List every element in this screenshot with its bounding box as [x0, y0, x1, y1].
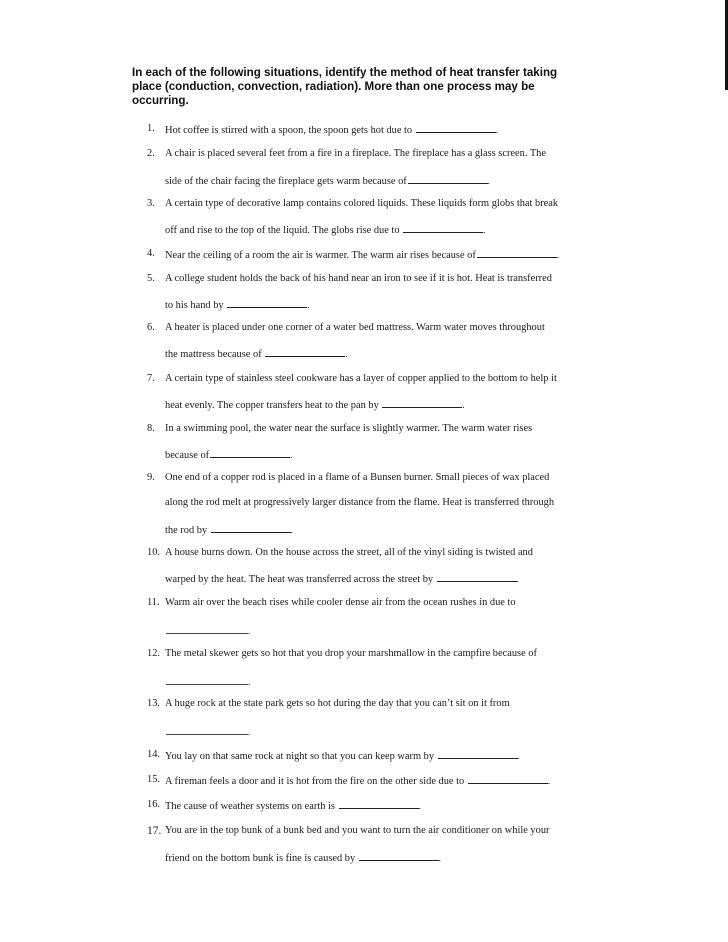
answer-blank-12[interactable]: [166, 675, 251, 687]
question-13-line-1: A huge rock at the state park gets so hot during the day that you can’t sit on it from: [165, 698, 510, 709]
question-1-line-1: [165, 123, 498, 137]
period: .: [556, 250, 560, 260]
question-text: A fireman feels a door and it is hot from the fire on the other side due to: [165, 776, 465, 787]
answer-blank-15[interactable]: [468, 774, 551, 786]
period: .: [248, 727, 251, 737]
question-5-line-1: A college student holds the back of his hand near an iron to see if it is hot. Heat is transferred: [165, 273, 552, 284]
question-11-line-1: Warm air over the beach rises while cooler dense air from the ocean rushes in due to: [165, 597, 516, 608]
question-7-number: 7.: [147, 373, 155, 384]
question-6-line-2: [165, 347, 348, 361]
question-text: to his hand by: [165, 300, 224, 311]
question-text: because of: [165, 450, 210, 461]
period: .: [547, 776, 551, 786]
question-17-line-2: [165, 851, 441, 865]
question-text: Near the ceiling of a room the air is warmer. The warm air rises because of: [165, 250, 476, 261]
question-12-number: 12.: [147, 648, 160, 659]
question-4-number: 4.: [147, 248, 155, 259]
question-14-number: 14.: [147, 749, 160, 760]
answer-blank-10[interactable]: [437, 572, 517, 582]
question-11-answer-line: [165, 624, 250, 638]
question-text: friend on the bottom bunk is fine is caused by: [165, 853, 356, 864]
question-9-line-3: [165, 523, 293, 537]
answer-blank-11[interactable]: [166, 624, 251, 636]
period: .: [517, 751, 520, 761]
question-3-line-2: [165, 223, 485, 237]
question-4-line-1: [165, 248, 559, 262]
question-5-number: 5.: [147, 273, 155, 284]
period: .: [345, 349, 348, 359]
question-15-number: 15.: [147, 774, 160, 785]
question-7-line-1: A certain type of stainless steel cookware has a layer of copper applied to the bottom to help it: [165, 373, 557, 384]
question-text: Hot coffee is stirred with a spoon, the spoon gets hot due to: [165, 125, 413, 136]
question-12-line-1: The metal skewer gets so hot that you drop your marshmallow in the campfire because of: [165, 648, 537, 659]
period: .: [462, 400, 465, 410]
question-6-line-1: A heater is placed under one corner of a water bed mattress. Warm water moves throughout: [165, 322, 545, 333]
period: .: [438, 853, 442, 863]
answer-blank-16[interactable]: [339, 799, 419, 809]
period: .: [516, 574, 519, 584]
question-12-answer-line: [165, 675, 250, 689]
question-text: the mattress because of: [165, 349, 262, 360]
period: .: [290, 525, 293, 535]
answer-blank-5[interactable]: [227, 298, 310, 310]
answer-blank-14[interactable]: [438, 749, 518, 759]
period: .: [248, 626, 251, 636]
answer-blank-7[interactable]: [382, 398, 465, 410]
question-9-line-1: One end of a copper rod is placed in a flame of a Bunsen burner. Small pieces of wax placed: [165, 472, 550, 483]
question-11-number: 11.: [147, 597, 160, 608]
question-text: You lay on that same rock at night so that you can keep warm by: [165, 751, 435, 762]
question-16-line-1: [165, 799, 421, 813]
question-1-number: 1.: [147, 123, 155, 134]
question-text: the rod by: [165, 525, 208, 536]
period: .: [483, 225, 486, 235]
question-10-number: 10.: [147, 547, 160, 558]
question-10-line-1: A house burns down. On the house across the street, all of the vinyl siding is twisted and: [165, 547, 533, 558]
answer-blank-17[interactable]: [359, 851, 442, 863]
period: .: [290, 450, 293, 460]
answer-blank-13[interactable]: [166, 725, 251, 737]
question-6-number: 6.: [147, 322, 155, 333]
question-10-line-2: [165, 572, 519, 586]
question-9-line-2: along the rod melt at progressively larger distance from the flame. Heat is transferred through: [165, 497, 555, 508]
answer-blank-6[interactable]: [265, 347, 348, 359]
question-text: heat evenly. The copper transfers heat to the pan by: [165, 400, 379, 411]
question-13-number: 13.: [147, 698, 160, 709]
answer-blank-4[interactable]: [477, 248, 560, 260]
question-text: The cause of weather systems on earth is: [165, 801, 335, 812]
question-17-number: 17.: [147, 825, 162, 837]
answer-blank-9[interactable]: [211, 523, 291, 533]
question-16-number: 16.: [147, 799, 160, 810]
question-7-line-2: [165, 398, 465, 412]
period: .: [487, 176, 491, 186]
period: .: [418, 801, 421, 811]
period: .: [307, 300, 310, 310]
question-text: warped by the heat. The heat was transferred across the street by: [165, 574, 434, 585]
worksheet-instructions: In each of the following situations, identify the method of heat transfer taking place (conduction, convection, radiation). More than one process may be occurring.: [132, 66, 558, 107]
question-14-line-1: [165, 749, 520, 763]
answer-blank-8[interactable]: [210, 448, 293, 460]
question-8-line-2: [165, 448, 292, 462]
answer-blank-2[interactable]: [408, 174, 491, 186]
question-text: off and rise to the top of the liquid. The globs rise due to: [165, 225, 400, 236]
question-9-number: 9.: [147, 472, 155, 483]
question-15-line-1: [165, 774, 550, 788]
answer-blank-1[interactable]: [416, 123, 496, 133]
question-8-number: 8.: [147, 423, 155, 434]
question-8-line-1: In a swimming pool, the water near the surface is slightly warmer. The warm water rises: [165, 423, 533, 434]
period: .: [495, 125, 498, 135]
question-text: side of the chair facing the fireplace gets warm because of: [165, 176, 407, 187]
question-3-number: 3.: [147, 198, 155, 209]
question-2-line-2: [165, 174, 490, 188]
answer-blank-3[interactable]: [403, 223, 486, 235]
question-5-line-2: [165, 298, 309, 312]
question-13-answer-line: [165, 725, 250, 739]
question-2-number: 2.: [147, 148, 155, 159]
question-3-line-1: A certain type of decorative lamp contains colored liquids. These liquids form globs that break: [165, 198, 559, 209]
period: .: [248, 677, 251, 687]
question-2-line-1: A chair is placed several feet from a fire in a fireplace. The fireplace has a glass screen. The: [165, 148, 546, 159]
question-17-line-1: You are in the top bunk of a bunk bed and you want to turn the air conditioner on while your: [165, 825, 550, 836]
